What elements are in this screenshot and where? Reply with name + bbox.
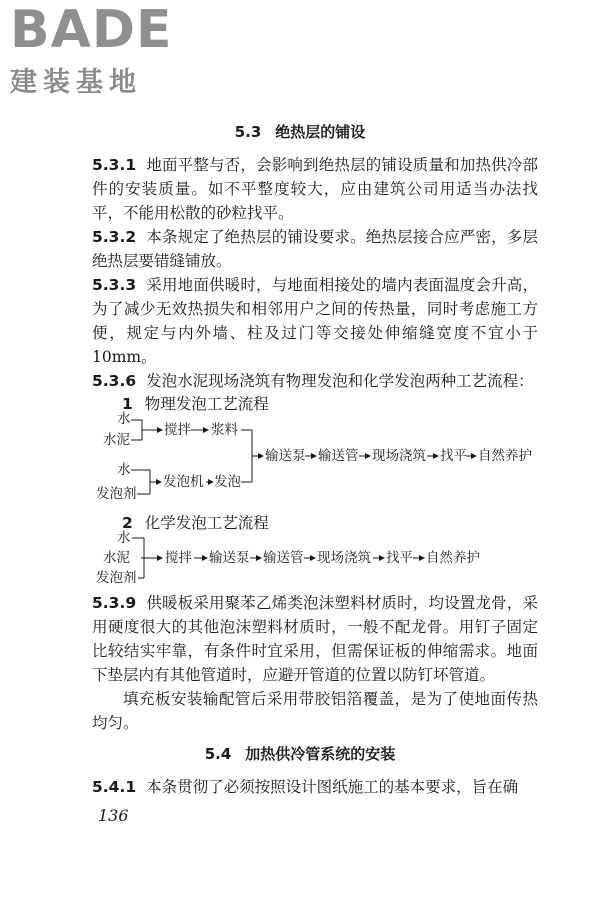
- paragraph-5-3-9: [92, 591, 538, 687]
- paragraph-5-4-1: [92, 775, 538, 799]
- flow1-agent: 发泡剂: [96, 486, 137, 502]
- flow2-agent: 发泡剂: [96, 570, 137, 586]
- flow1-pipe: 输送管: [318, 448, 359, 464]
- flow2-pour: 现场浇筑: [317, 550, 371, 566]
- flow2-pipe: 输送管: [263, 550, 304, 566]
- item-number: 1: [122, 395, 133, 413]
- flow1-water: 水: [117, 411, 131, 427]
- flow1-foamer: 发泡机: [163, 474, 204, 490]
- flow-2-title: [122, 511, 269, 533]
- flow1-pour: 现场浇筑: [372, 448, 426, 464]
- item-title: 化学发泡工艺流程: [144, 514, 269, 532]
- flow1-foam: 发泡: [214, 474, 241, 490]
- section-number: 5.3: [234, 123, 262, 141]
- flow1-slurry: 浆料: [211, 422, 238, 438]
- clause-number: 5.3.1: [92, 156, 137, 174]
- flow2-water: 水: [117, 530, 131, 546]
- clause-text: 采用地面供暖时，与地面相接处的墙内表面温度会升高，为了减少无效热损失和相邻用户之间的传热量，同时考虑施工方便，规定与内外墙、柱及过门等交接处伸缩缝宽度不宜小于10mm。: [92, 276, 538, 366]
- clause-text: 发泡水泥现场浇筑有物理发泡和化学发泡两种工艺流程：: [146, 372, 534, 390]
- clause-number: 5.3.6: [92, 372, 137, 390]
- flow1-pump: 输送泵: [265, 448, 306, 464]
- paragraph-5-3-9-continued: 填充板安装输配管后采用带胶铝箔覆盖，是为了使地面传热均匀。: [92, 690, 538, 732]
- flow2-level: 找平: [386, 550, 413, 566]
- item-number: 2: [122, 514, 133, 532]
- flow1-cement: 水泥: [103, 432, 130, 448]
- clause-number: 5.3.9: [92, 594, 137, 612]
- flow1-level: 找平: [440, 448, 467, 464]
- logo-subtitle: 建装基地: [10, 67, 142, 98]
- clause-number: 5.3.3: [92, 276, 137, 294]
- section-heading-5-4: [0, 743, 600, 764]
- item-title: 物理发泡工艺流程: [144, 395, 269, 413]
- section-title: 加热供冷管系统的安装: [245, 745, 396, 763]
- flow2-cure: 自然养护: [426, 550, 480, 566]
- flow2-cement: 水泥: [103, 550, 130, 566]
- clause-text: 本条贯彻了必须按照设计图纸施工的基本要求，旨在确: [146, 778, 519, 796]
- clause-text: 供暖板采用聚苯乙烯类泡沫塑料材质时，均设置龙骨，采用硬度很大的其他泡沫塑料材质时，一般不配龙骨。用钉子固定比较结实牢靠，有条件时宜采用，但需保证板的伸缩需求。地面下垫层内有其他管道时，应避开管道的位置以防钉坏管道。: [92, 594, 538, 684]
- flow2-mix: 搅拌: [165, 550, 192, 566]
- section-number: 5.4: [204, 745, 232, 763]
- logo-brand: BADE: [10, 0, 173, 60]
- clause-text: 地面平整与否，会影响到绝热层的铺设质量和加热供冷部件的安装质量。如不平整度较大，应由建筑公司用适当办法找平，不能用松散的砂粒找平。: [92, 156, 538, 222]
- section-title: 绝热层的铺设: [275, 123, 366, 141]
- flow1-mix: 搅拌: [164, 422, 191, 438]
- clause-text: 本条规定了绝热层的铺设要求。绝热层接合应严密，多层绝热层要错缝铺放。: [92, 228, 538, 270]
- flow2-pump: 输送泵: [209, 550, 250, 566]
- flow1-water-2: 水: [117, 462, 131, 478]
- flow1-cure: 自然养护: [478, 448, 532, 464]
- page-number: 136: [98, 806, 129, 825]
- clause-number: 5.3.2: [92, 228, 137, 246]
- clause-number: 5.4.1: [92, 778, 137, 796]
